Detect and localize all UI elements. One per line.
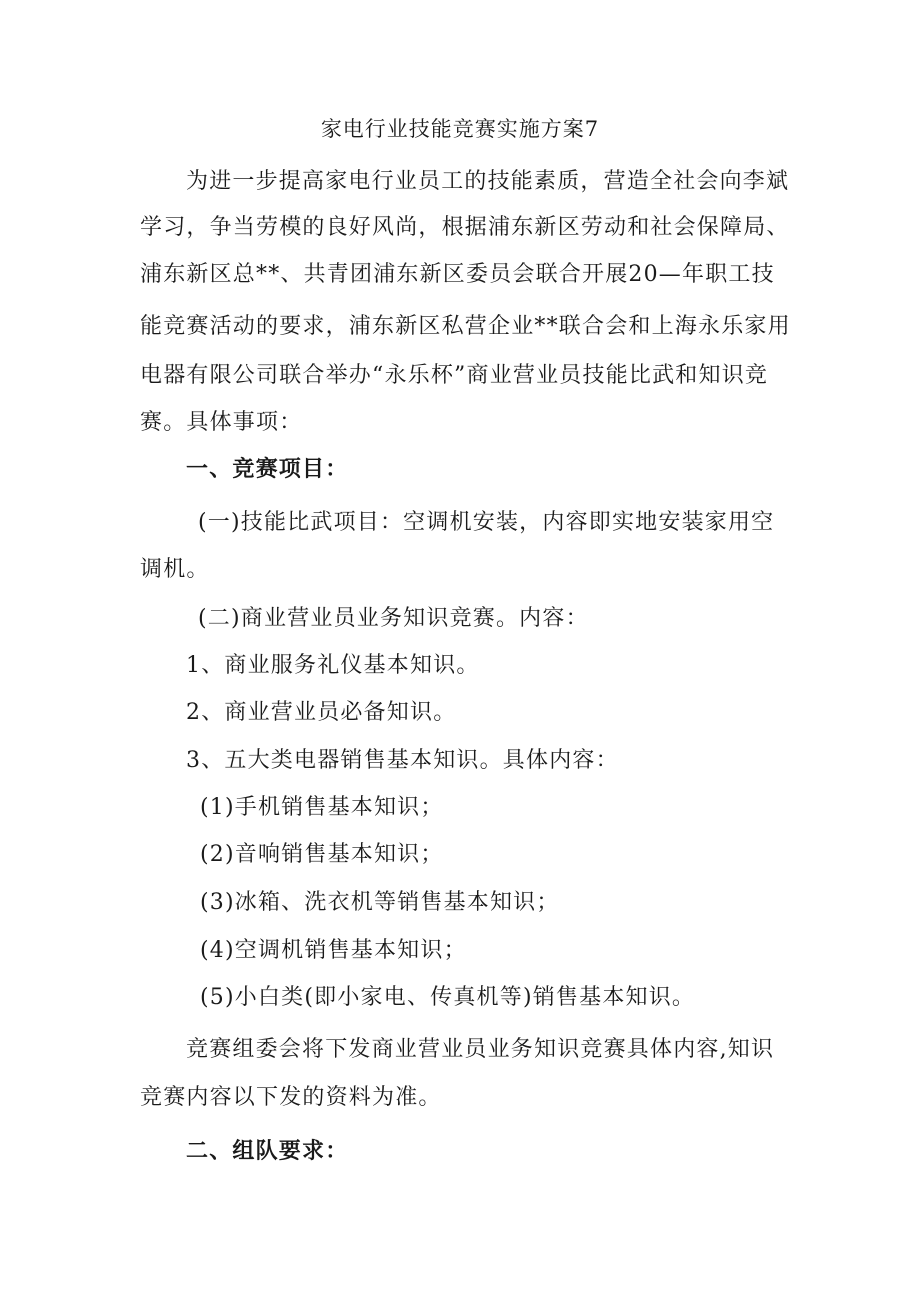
- intro-line: 学习，争当劳模的良好风尚，根据浦东新区劳动和社会保障局、: [140, 215, 790, 240]
- item-line: (一)技能比武项目：空调机安装，内容即实地安装家用空: [198, 510, 775, 535]
- intro-line: 浦东新区总**、共青团浦东新区委员会联合开展20—年职工技: [140, 262, 775, 287]
- sub-list-item: (3)冰箱、洗衣机等销售基本知识；: [200, 890, 560, 915]
- intro-line: 电器有限公司联合举办“永乐杯”商业营业员技能比武和知识竞: [140, 363, 769, 388]
- list-item: 1、商业服务礼仪基本知识。: [186, 653, 480, 678]
- note-line: 竞赛内容以下发的资料为准。: [140, 1085, 442, 1110]
- list-item: 3、五大类电器销售基本知识。具体内容：: [186, 748, 619, 773]
- list-item: 2、商业营业员必备知识。: [186, 700, 457, 725]
- intro-line: 能竞赛活动的要求，浦东新区私营企业**联合会和上海永乐家用: [140, 314, 791, 339]
- sub-list-item: (5)小白类(即小家电、传真机等)销售基本知识。: [200, 985, 696, 1010]
- note-line: 竞赛组委会将下发商业营业员业务知识竞赛具体内容,知识: [186, 1037, 775, 1062]
- item-knowledge-contest: (二)商业营业员业务知识竞赛。内容：: [198, 606, 589, 631]
- item-line: 调机。: [140, 557, 210, 582]
- sub-list-item: (2)音响销售基本知识；: [200, 842, 444, 867]
- document-title: 家电行业技能竞赛实施方案7: [320, 117, 600, 141]
- intro-line: 赛。具体事项：: [140, 410, 303, 435]
- sub-list-item: (1)手机销售基本知识；: [200, 795, 444, 820]
- sub-list-item: (4)空调机销售基本知识；: [200, 938, 467, 963]
- section-heading-competition-items: 一、竞赛项目：: [186, 457, 349, 482]
- section-heading-team-requirements: 二、组队要求：: [186, 1139, 349, 1164]
- intro-line: 为进一步提高家电行业员工的技能素质，营造全社会向李斌: [186, 169, 790, 194]
